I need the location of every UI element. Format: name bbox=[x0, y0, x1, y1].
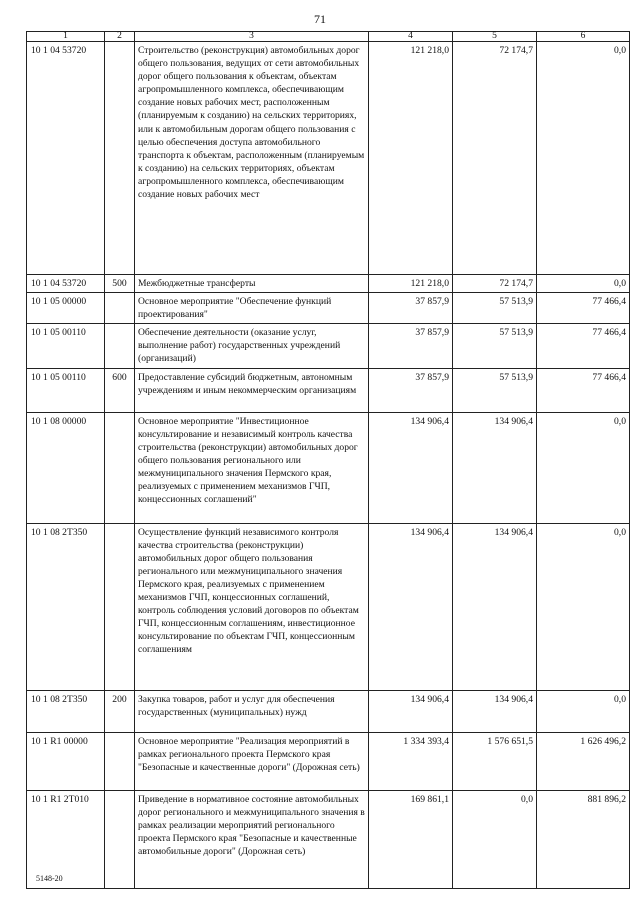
column-number: 2 bbox=[105, 32, 135, 42]
amount-col4: 134 906,4 bbox=[369, 523, 453, 690]
amount-col5: 0,0 bbox=[453, 790, 537, 888]
column-number: 6 bbox=[537, 32, 630, 42]
table-row bbox=[27, 42, 630, 275]
amount-col5: 134 906,4 bbox=[453, 690, 537, 732]
item-name: Приведение в нормативное состояние автомобильных дорог регионального и межмуниципального значения в рамках реализации мероприятий регионального проекта Пермского края "Безопасные и качественные автомобильные дороги" (Дорожная сеть) bbox=[135, 790, 369, 888]
classification-code: 10 1 08 2Т350 bbox=[27, 690, 105, 732]
classification-code: 10 1 04 53720 bbox=[27, 42, 105, 275]
amount-col4: 37 857,9 bbox=[369, 368, 453, 412]
amount-col5: 72 174,7 bbox=[453, 42, 537, 275]
amount-col6: 0,0 bbox=[537, 690, 630, 732]
amount-col6: 0,0 bbox=[537, 412, 630, 523]
classification-code: 10 1 05 00110 bbox=[27, 368, 105, 412]
item-name: Основное мероприятие "Реализация мероприятий в рамках регионального проекта Пермского края "Безопасные и качественные дороги" (Дорожная сеть) bbox=[135, 732, 369, 790]
amount-col6: 77 466,4 bbox=[537, 324, 630, 368]
expense-type: 200 bbox=[105, 690, 135, 732]
column-number: 4 bbox=[369, 32, 453, 42]
table-row bbox=[27, 275, 630, 293]
amount-col5: 1 576 651,5 bbox=[453, 732, 537, 790]
amount-col4: 1 334 393,4 bbox=[369, 732, 453, 790]
classification-code: 10 1 R1 00000 bbox=[27, 732, 105, 790]
expense-type bbox=[105, 790, 135, 888]
expense-type bbox=[105, 42, 135, 275]
amount-col5: 72 174,7 bbox=[453, 275, 537, 293]
table-row bbox=[27, 523, 630, 690]
expense-type bbox=[105, 523, 135, 690]
amount-col4: 37 857,9 bbox=[369, 324, 453, 368]
document-footer-code: 5148-20 bbox=[36, 874, 63, 883]
budget-table bbox=[26, 31, 630, 889]
table-row bbox=[27, 732, 630, 790]
amount-col6: 1 626 496,2 bbox=[537, 732, 630, 790]
amount-col4: 169 861,1 bbox=[369, 790, 453, 888]
amount-col4: 121 218,0 bbox=[369, 42, 453, 275]
column-number: 1 bbox=[27, 32, 105, 42]
item-name: Межбюджетные трансферты bbox=[135, 275, 369, 293]
amount-col6: 881 896,2 bbox=[537, 790, 630, 888]
item-name: Закупка товаров, работ и услуг для обеспечения государственных (муниципальных) нужд bbox=[135, 690, 369, 732]
table-row bbox=[27, 412, 630, 523]
expense-type bbox=[105, 324, 135, 368]
item-name: Основное мероприятие "Обеспечение функций проектирования" bbox=[135, 293, 369, 324]
amount-col4: 134 906,4 bbox=[369, 412, 453, 523]
classification-code: 10 1 08 2Т350 bbox=[27, 523, 105, 690]
amount-col5: 57 513,9 bbox=[453, 368, 537, 412]
item-name: Строительство (реконструкция) автомобильных дорог общего пользования, ведущих от сети автомобильных дорог общего пользования к объектам, объектам агропромышленного комплекса, обеспечивающим создание новых рабочих мест, расположенным (планируемым к созданию) на сельских территориях, или к автомобильным дорогам общего пользования с целью обеспечения доступа автомобильного транспорта к объектам, расположенным (планируемым к созданию) на сельских территориях, объектам агропромышленного комплекса, обеспечивающим создание новых рабочих мест bbox=[135, 42, 369, 275]
amount-col5: 134 906,4 bbox=[453, 523, 537, 690]
expense-type bbox=[105, 732, 135, 790]
table-row bbox=[27, 690, 630, 732]
amount-col5: 134 906,4 bbox=[453, 412, 537, 523]
table-row bbox=[27, 324, 630, 368]
column-number: 3 bbox=[135, 32, 369, 42]
amount-col5: 57 513,9 bbox=[453, 293, 537, 324]
table-row bbox=[27, 368, 630, 412]
expense-type bbox=[105, 293, 135, 324]
table-row bbox=[27, 293, 630, 324]
column-number-row bbox=[27, 32, 630, 42]
table-row bbox=[27, 790, 630, 888]
item-name: Предоставление субсидий бюджетным, автономным учреждениям и иным некоммерческим организациям bbox=[135, 368, 369, 412]
amount-col6: 0,0 bbox=[537, 275, 630, 293]
amount-col6: 77 466,4 bbox=[537, 293, 630, 324]
amount-col4: 134 906,4 bbox=[369, 690, 453, 732]
classification-code: 10 1 04 53720 bbox=[27, 275, 105, 293]
classification-code: 10 1 05 00000 bbox=[27, 293, 105, 324]
amount-col6: 0,0 bbox=[537, 523, 630, 690]
expense-type: 600 bbox=[105, 368, 135, 412]
amount-col6: 77 466,4 bbox=[537, 368, 630, 412]
expense-type bbox=[105, 412, 135, 523]
classification-code: 10 1 R1 2Т010 bbox=[27, 790, 105, 888]
amount-col6: 0,0 bbox=[537, 42, 630, 275]
expense-type: 500 bbox=[105, 275, 135, 293]
item-name: Обеспечение деятельности (оказание услуг, выполнение работ) государственных учреждений (организаций) bbox=[135, 324, 369, 368]
amount-col5: 57 513,9 bbox=[453, 324, 537, 368]
page-number: 71 bbox=[314, 12, 326, 26]
item-name: Осуществление функций независимого контроля качества строительства (реконструкции) автомобильных дорог общего пользования регионального или межмуниципального значения Пермского края, реализуемых с применением механизмов ГЧП, концессионных соглашений, контроль соблюдения условий договоров по объектам ГЧП, концессионным соглашениям, инвестиционное консультирование по объектам ГЧП, концессионным соглашениям bbox=[135, 523, 369, 690]
column-number: 5 bbox=[453, 32, 537, 42]
classification-code: 10 1 08 00000 bbox=[27, 412, 105, 523]
item-name: Основное мероприятие "Инвестиционное консультирование и независимый контроль качества строительства (реконструкции) автомобильных дорог общего пользования регионального или межмуниципального значения Пермского края, реализуемых с применением механизмов ГЧП, концессионных соглашений" bbox=[135, 412, 369, 523]
classification-code: 10 1 05 00110 bbox=[27, 324, 105, 368]
amount-col4: 37 857,9 bbox=[369, 293, 453, 324]
amount-col4: 121 218,0 bbox=[369, 275, 453, 293]
